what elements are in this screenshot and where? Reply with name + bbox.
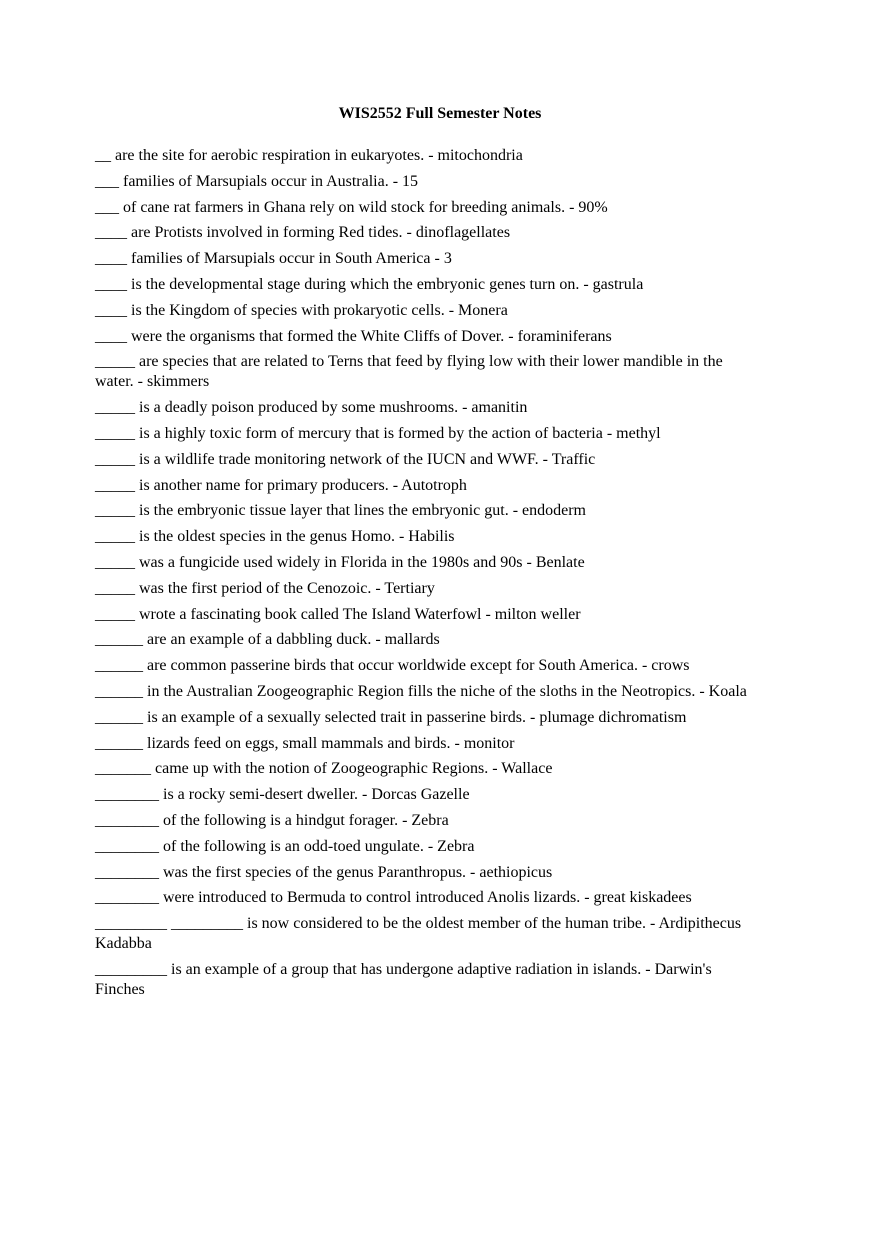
note-line: _______ came up with the notion of Zoogeographic Regions. - Wallace [95, 760, 553, 778]
note-line: ________ was the first species of the genus Paranthropus. - aethiopicus [95, 863, 553, 881]
note-line: ______ lizards feed on eggs, small mammals and birds. - monitor [95, 734, 515, 752]
note-line: _____ was a fungicide used widely in Florida in the 1980s and 90s - Benlate [95, 553, 585, 571]
note-line: ________ of the following is an odd-toed ungulate. - Zebra [95, 837, 475, 855]
note-line: _________ is an example of a group that has undergone adaptive radiation in islands. - Darwin's Finches [95, 960, 712, 998]
note-line: _____ is the embryonic tissue layer that lines the embryonic gut. - endoderm [95, 502, 586, 520]
note-line: ____ are Protists involved in forming Red tides. - dinoflagellates [95, 224, 511, 242]
page-title: WIS2552 Full Semester Notes [338, 105, 542, 122]
note-line: ______ is an example of a sexually selected trait in passerine birds. - plumage dichromatism [95, 708, 687, 726]
note-line: _________ _________ is now considered to be the oldest member of the human tribe. - Ardipithecus Kadabba [95, 915, 742, 953]
notes-list [95, 146, 755, 1006]
note-line: _____ is another name for primary producers. - Autotroph [95, 476, 467, 494]
note-line: ____ were the organisms that formed the White Cliffs of Dover. - foraminiferans [95, 327, 612, 345]
note-line: ____ is the developmental stage during which the embryonic genes turn on. - gastrula [95, 275, 644, 293]
note-line: _____ are species that are related to Terns that feed by flying low with their lower mandible in the water. - skimmers [95, 353, 723, 391]
note-line: ________ were introduced to Bermuda to control introduced Anolis lizards. - great kiskadees [95, 889, 692, 907]
note-line: ________ is a rocky semi-desert dweller. - Dorcas Gazelle [95, 786, 470, 804]
note-line: ______ in the Australian Zoogeographic Region fills the niche of the sloths in the Neotropics. - Koala [95, 682, 747, 700]
note-line: ___ families of Marsupials occur in Australia. - 15 [95, 172, 419, 190]
note-line: _____ is a deadly poison produced by some mushrooms. - amanitin [95, 399, 528, 417]
note-line: ____ families of Marsupials occur in South America - 3 [95, 250, 452, 268]
note-line: _____ is a highly toxic form of mercury that is formed by the action of bacteria - methyl [95, 424, 661, 442]
note-line: __ are the site for aerobic respiration in eukaryotes. - mitochondria [95, 147, 523, 164]
note-line: _____ is the oldest species in the genus Homo. - Habilis [95, 528, 455, 546]
note-line: ______ are common passerine birds that occur worldwide except for South America. - crows [95, 657, 690, 675]
note-line: _____ is a wildlife trade monitoring network of the IUCN and WWF. - Traffic [95, 450, 596, 468]
note-line: ____ is the Kingdom of species with prokaryotic cells. - Monera [95, 301, 508, 319]
note-line: _____ was the first period of the Cenozoic. - Tertiary [95, 579, 435, 597]
note-line: ________ of the following is a hindgut forager. - Zebra [95, 811, 449, 829]
note-line: ___ of cane rat farmers in Ghana rely on wild stock for breeding animals. - 90% [95, 198, 608, 216]
note-line: ______ are an example of a dabbling duck. - mallards [95, 631, 440, 649]
note-line: _____ wrote a fascinating book called The Island Waterfowl - milton weller [95, 605, 581, 623]
